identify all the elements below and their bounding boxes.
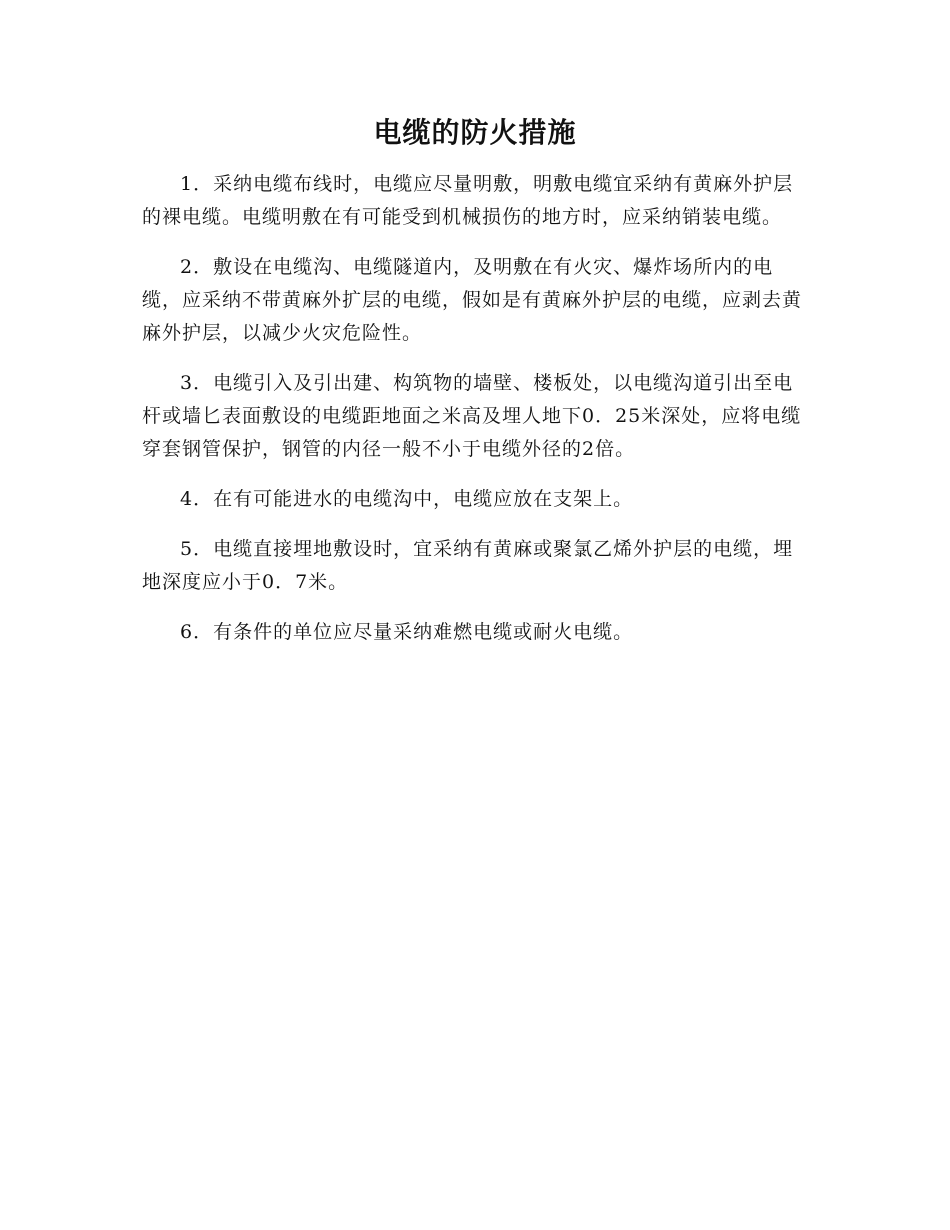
paragraph-2: 2．敷设在电缆沟、电缆隧道内，及明敷在有火灾、爆炸场所内的电缆，应采纳不带黄麻外扩层的电缆，假如是有黄麻外护层的电缆，应剥去黄麻外护层，以减少火灾危险性。	[142, 256, 803, 344]
paragraph-3: 3．电缆引入及引出建、构筑物的墙壁、楼板处，以电缆沟道引出至电杆或墙匕表面敷设的电缆距地面之米高及埋人地下0．25米深处，应将电缆穿套钢管保护，钢管的内径一般不小于电缆外径的2倍。	[142, 372, 802, 460]
document-body	[142, 168, 808, 666]
paragraph-4: 4．在有可能进水的电缆沟中，电缆应放在支架上。	[180, 488, 634, 510]
paragraph-5: 5．电缆直接埋地敷设时，宜采纳有黄麻或聚氯乙烯外护层的电缆，埋地深度应小于0．7米。	[142, 538, 794, 593]
paragraph-6: 6．有条件的单位应尽量采纳难燃电缆或耐火电缆。	[180, 621, 634, 643]
page-title: 电缆的防火措施	[373, 116, 577, 149]
paragraph-1: 1．采纳电缆布线时，电缆应尽量明敷，明敷电缆宜采纳有黄麻外护层的裸电缆。电缆明敷在有可能受到机械损伤的地方时，应采纳销装电缆。	[142, 173, 794, 228]
